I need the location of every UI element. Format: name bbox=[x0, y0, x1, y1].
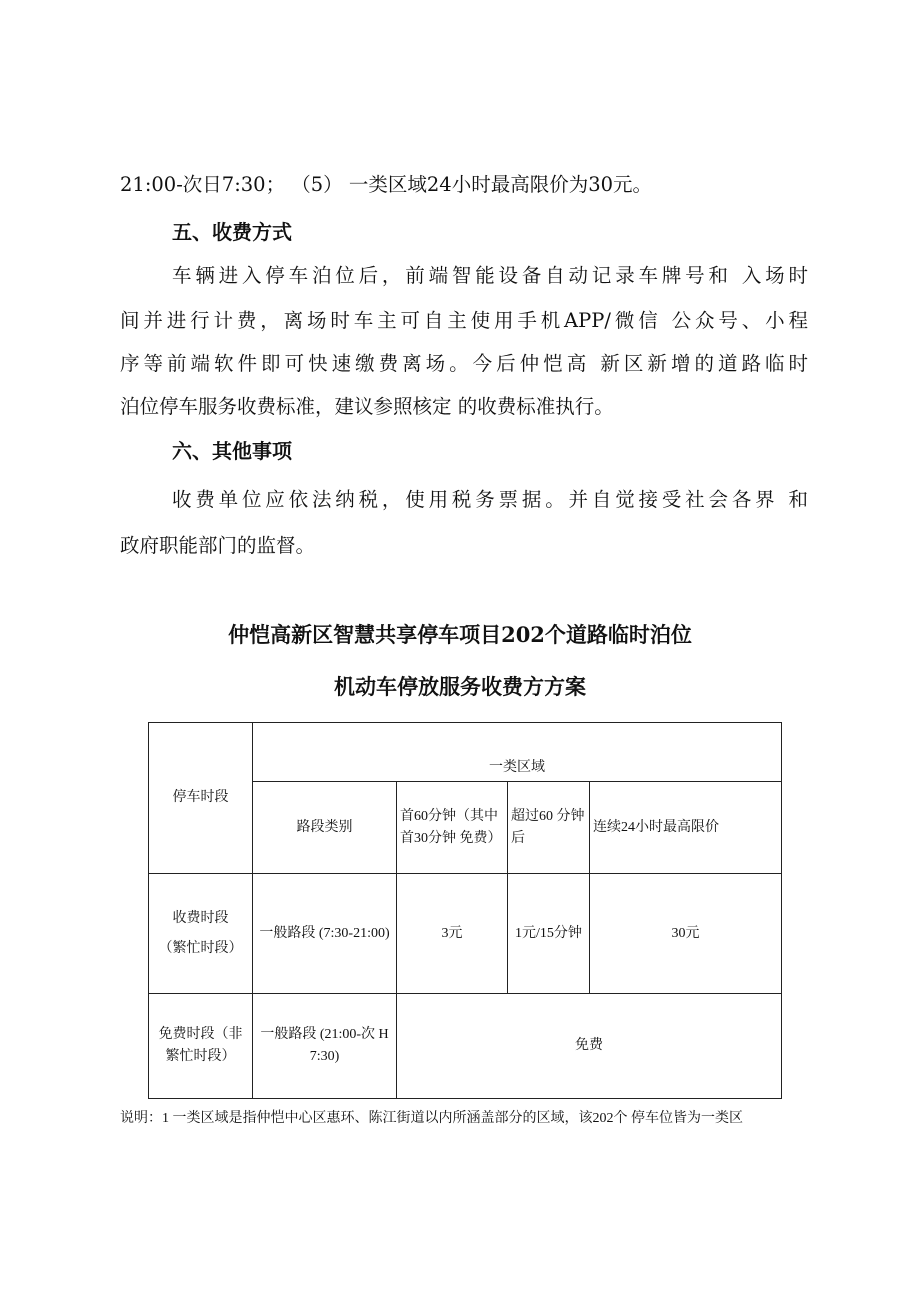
text-line-1: 21:00-次日7:30； （5） 一类区域24小时最高限价为30元。 bbox=[120, 173, 653, 196]
free-period: 免费时段（非繁忙时段） bbox=[149, 994, 253, 1099]
header-road-type: 路段类别 bbox=[253, 782, 397, 874]
header-first60: 首60分钟（其中首30分钟 免费） bbox=[397, 782, 508, 874]
table-header-row-1 bbox=[149, 723, 782, 782]
header-cap24: 连续24小时最高限价 bbox=[590, 782, 782, 874]
header-period: 停车时段 bbox=[149, 723, 253, 874]
fee-table bbox=[148, 722, 782, 1099]
table-title-line-2: 机动车停放服务收费方方案 bbox=[334, 674, 586, 699]
header-over60: 超过60 分钟后 bbox=[508, 782, 590, 874]
table-row-paid bbox=[149, 874, 782, 994]
table-row-free bbox=[149, 994, 782, 1099]
paragraph-5-line-2: 间并进行计费，离场时车主可自主使用手机APP/微信 公众号、小程 bbox=[120, 309, 808, 332]
paid-period bbox=[149, 874, 253, 994]
paragraph-5-line-4: 泊位停车服务收费标准，建议参照核定 的收费标准执行。 bbox=[120, 395, 614, 418]
header-zone: 一类区域 bbox=[253, 723, 782, 782]
paragraph-6-line-2: 政府职能部门的监督。 bbox=[120, 534, 316, 557]
paragraph-5-line-1: 车辆进入停车泊位后，前端智能设备自动记录车牌号和 入场时 bbox=[172, 264, 808, 287]
paid-period-line-1: 收费时段 bbox=[172, 910, 229, 926]
paid-over60: 1元/15分钟 bbox=[508, 874, 590, 994]
table-note: 说明：1 一类区域是指仲恺中心区惠环、陈江街道以内所涵盖部分的区域，该202个 停车位皆为一类区 bbox=[120, 1111, 743, 1126]
paid-road: 一般路段 (7:30-21:00) bbox=[253, 874, 397, 994]
paid-first60: 3元 bbox=[397, 874, 508, 994]
paragraph-5-line-3: 序等前端软件即可快速缴费离场。今后仲恺高 新区新增的道路临时 bbox=[120, 352, 808, 375]
paid-period-line-2: （繁忙时段） bbox=[158, 940, 243, 956]
free-road: 一般路段 (21:00-次 H 7:30) bbox=[253, 994, 397, 1099]
paid-cap24: 30元 bbox=[590, 874, 782, 994]
section-heading-6: 六、其他事项 bbox=[172, 439, 292, 463]
paragraph-6-line-1: 收费单位应依法纳税，使用税务票据。并自觉接受社会各界 和 bbox=[172, 488, 808, 511]
section-heading-5: 五、收费方式 bbox=[172, 220, 292, 244]
free-value: 免费 bbox=[397, 994, 782, 1099]
table-title-line-1: 仲恺高新区智慧共享停车项目202个道路临时泊位 bbox=[228, 622, 692, 647]
